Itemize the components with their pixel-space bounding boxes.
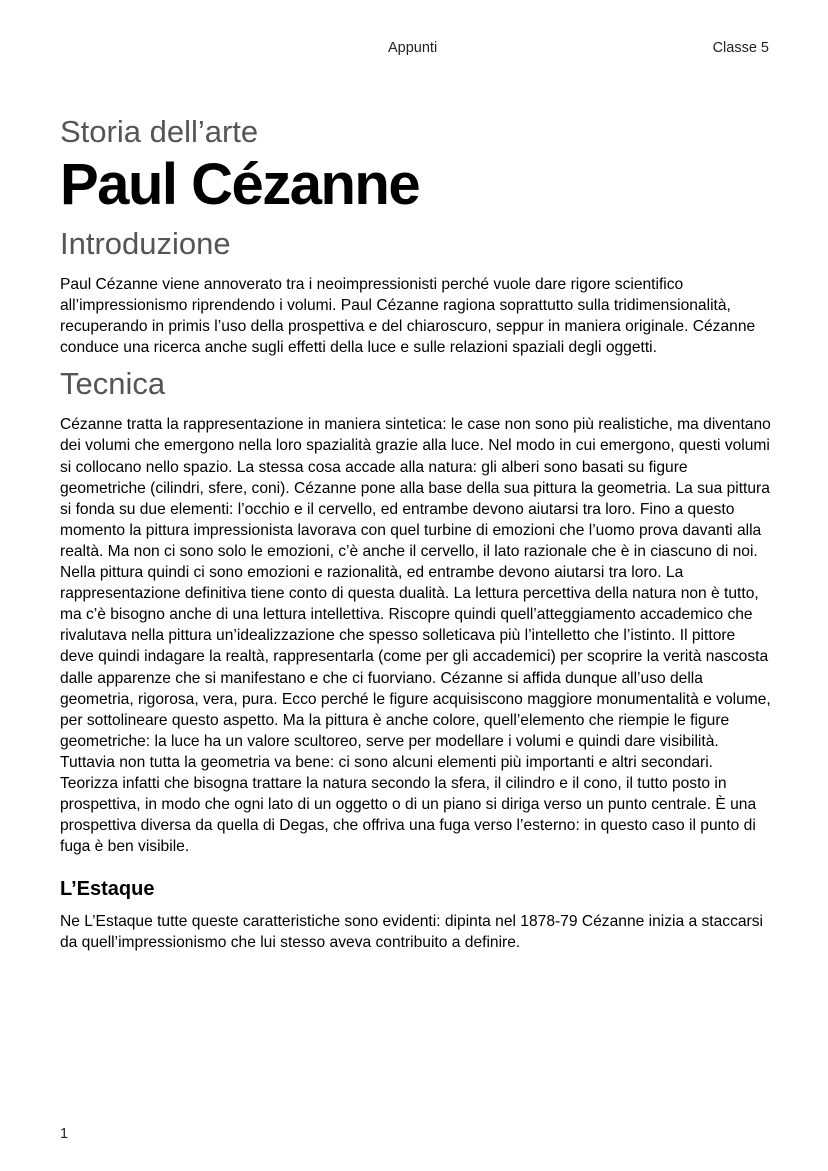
section-heading-estaque: L’Estaque [60, 878, 155, 901]
page-number: 1 [60, 1126, 69, 1142]
header-label: Appunti [388, 40, 438, 56]
document-body [60, 112, 772, 954]
document-subject: Storia dell’arte [60, 114, 259, 149]
section-body-introduzione: Paul Cézanne viene annoverato tra i neoimpressionisti perché vuole dare rigore scientifico all’impressionismo riprendendo i volumi. Paul Cézanne ragiona soprattutto sulla tridimensionalità, recuperando in primis l’uso della prospettiva e del chiaroscuro, seppur in maniera originale. Cézanne conduce una ricerca anche sugli effetti della luce e sulle relazioni spaziali degli oggetti. [60, 276, 756, 357]
section-heading-tecnica: Tecnica [60, 366, 166, 402]
section-body-estaque: Ne L’Estaque tutte queste caratteristiche sono evidenti: dipinta nel 1878-79 Cézanne inizia a staccarsi da quell’impressionismo che lui stesso aveva contribuito a definire. [60, 913, 764, 952]
section-heading-introduzione: Introduzione [60, 226, 231, 261]
section-body-tecnica: Cézanne tratta la rappresentazione in maniera sintetica: le case non sono più realistiche, ma diventano dei volumi che emergono nella loro spazialità grazie alla luce. Nel modo in cui emergono, questi volumi si collocano nello spazio. La stessa cosa accade alla natura: gli alberi sono basati su figure geometriche (cilindri, sfere, coni). Cézanne pone alla base della sua pittura la geometria. La sua pittura si fonda su due elementi: l’occhio e il cervello, ed entrambe devono aiutarsi tra loro. Fino a questo momento la pittura impressionista lavorava con quel turbine di emozioni che l’uomo prova davanti alla realtà. Ma non ci sono solo le emozioni, c’è anche il cervello, il lato razionale che è in ciascuno di noi. Nella pittura quindi ci sono emozioni e razionalità, ed entrambe devono aiutarsi tra loro. La rappresentazione definitiva tiene conto di questa dualità. La lettura percettiva della natura non è tutto, ma c’è bisogno anche di una lettura intellettiva. Riscopre quindi quell’atteggiamento accademico che rivalutava nella pittura un’idealizzazione che spesso solleticava più l’intelletto che l’istinto. Il pittore deve quindi indagare la realtà, rappresentarla (come per gli accademici) per scoprire la verità nascosta dalle apparenze che si manifestano e che ci fuorviano. Cézanne si affida dunque all’uso della geometria, rigorosa, vera, pura. Ecco perché le figure acquisiscono maggiore monumentalità e volume, per sottolineare questo aspetto. Ma la pittura è anche colore, quell’elemento che riempie le figure geometriche: la luce ha un valore scultoreo, serve per modellare i volumi e quindi dare visibilità. Tuttavia non tutta la geometria va bene: ci sono alcuni elementi più importanti e altri secondari. Teorizza infatti che bisogna trattare la natura secondo la sfera, il cilindro e il cono, il tutto posto in prospettiva, in modo che ogni lato di un oggetto o di un piano si diriga verso un punto centrale. È una prospettiva diversa da quella di Degas, che offriva una fuga verso l’esterno: in questo caso il punto di fuga è ben visibile. [60, 416, 771, 856]
document-title: Paul Cézanne [60, 152, 420, 217]
header-class-label: Classe 5 [712, 40, 769, 56]
